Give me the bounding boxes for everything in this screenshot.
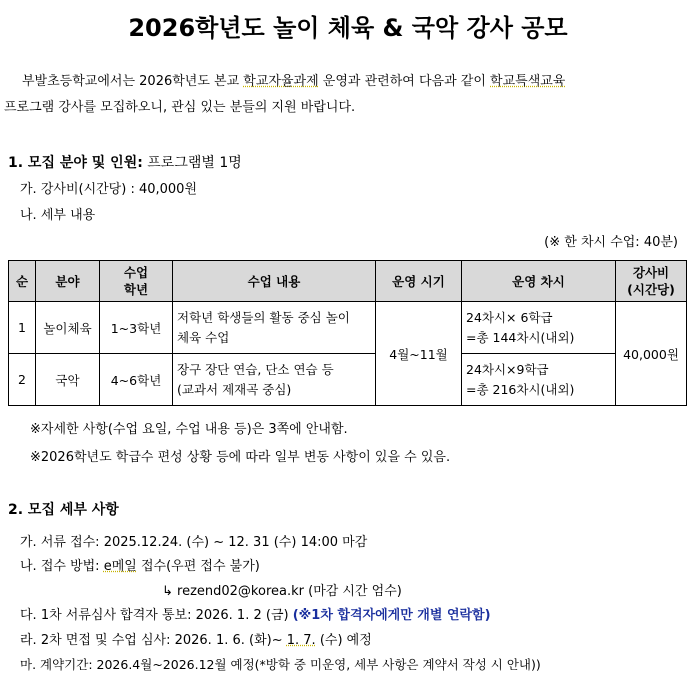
row1-sessions-line1: 24차시× 6학급 [466, 309, 553, 325]
header-no: 순 [9, 261, 36, 302]
row1-field: 놀이체육 [36, 302, 100, 354]
row2-sessions-line2: =총 216차시(내외) [466, 381, 575, 397]
section2-item-b-pre: 나. 접수 방법: [20, 559, 104, 574]
header-fee [616, 261, 687, 302]
row1-sessions-line2: =총 144차시(내외) [466, 329, 575, 345]
row1-grade: 1~3학년 [100, 302, 173, 354]
section2-item-b [20, 557, 260, 577]
session-length-note: (※ 한 차시 수업: 40분) [544, 235, 678, 250]
intro-text-b: 운영과 관련하여 다음과 같이 [318, 74, 491, 89]
header-grade-line1: 수업 [123, 265, 149, 280]
section2-item-c-pre: 다. 1차 서류심사 합격자 통보: 2026. 1. 2 (금) [20, 608, 293, 623]
header-period: 운영 시기 [376, 261, 462, 302]
header-fee-line2: (시간당) [627, 282, 675, 297]
section2-item-d-pre: 라. 2차 면접 및 수업 심사: 2026. 1. 6. (화)~ [20, 633, 287, 648]
row2-sessions-line1: 24차시×9학급 [466, 361, 549, 377]
page-title: 2026학년도 놀이 체육 & 국악 강사 공모 [128, 14, 568, 42]
header-fee-line1: 강사비 [632, 265, 670, 280]
header-grade [100, 261, 173, 302]
section2-item-d-date: 1. 7. [286, 633, 316, 648]
fee-cell: 40,000원 [616, 302, 687, 406]
section2-email: ↳ rezend02@korea.kr (마감 시간 엄수) [162, 584, 402, 599]
section2-item-c-notice: (※1차 합격자에게만 개별 연락함) [292, 608, 491, 623]
intro-text-a: 부발초등학교에서는 2026학년도 본교 [22, 74, 244, 89]
table-row [9, 354, 687, 406]
section2-item-b-post: 접수(우편 접수 불가) [136, 559, 260, 574]
section1-heading [8, 153, 242, 174]
row1-sessions [462, 302, 616, 354]
header-field: 분야 [36, 261, 100, 302]
row1-content [173, 302, 376, 354]
section2-item-c [20, 606, 491, 626]
note-details: ※자세한 사항(수업 요일, 수업 내용 등)은 3쪽에 안내함. [30, 422, 348, 437]
section1-heading-value: 프로그램별 1명 [142, 155, 242, 171]
row2-no: 2 [9, 354, 36, 406]
row2-content [173, 354, 376, 406]
intro-underline-2: 학교특색교육 [490, 74, 566, 89]
row1-content-line1: 저학년 학생들의 활동 중심 놀이 [177, 309, 350, 325]
section2-item-a: 가. 서류 접수: 2025.12.24. (수) ~ 12. 31 (수) 14:00 마감 [20, 535, 368, 550]
program-table [8, 260, 687, 406]
row2-grade: 4~6학년 [100, 354, 173, 406]
section2-item-d [20, 631, 372, 651]
intro-line-2: 프로그램 강사를 모집하오니, 관심 있는 분들의 지원 바랍니다. [4, 100, 356, 115]
intro-underline-1: 학교자율과제 [243, 74, 319, 89]
table-header-row [9, 261, 687, 302]
section2-item-b-email-word: e메일 [103, 559, 137, 574]
section1-item-a: 가. 강사비(시간당) : 40,000원 [20, 182, 198, 197]
section2-heading: 2. 모집 세부 사항 [8, 502, 119, 518]
header-sessions: 운영 차시 [462, 261, 616, 302]
period-cell: 4월~11월 [376, 302, 462, 406]
row2-field: 국악 [36, 354, 100, 406]
section2-item-e: 마. 계약기간: 2026.4월~2026.12월 예정(*방학 중 미운영, 세부 사항은 계약서 작성 시 안내)) [20, 657, 541, 672]
header-content: 수업 내용 [173, 261, 376, 302]
row2-sessions [462, 354, 616, 406]
row2-content-line1: 장구 장단 연습, 단소 연습 등 [177, 361, 334, 377]
row1-content-line2: 체육 수업 [177, 329, 230, 345]
header-grade-line2: 학년 [123, 282, 149, 297]
section2-item-d-post: (수) 예정 [315, 633, 372, 648]
table-row [9, 302, 687, 354]
note-changes: ※2026학년도 학급수 편성 상황 등에 따라 일부 변동 사항이 있을 수 있음. [30, 450, 451, 465]
row1-no: 1 [9, 302, 36, 354]
row2-content-line2: (교과서 제재곡 중심) [177, 381, 292, 397]
section1-item-b: 나. 세부 내용 [20, 208, 96, 223]
intro-line-1 [22, 72, 565, 92]
section1-heading-label: 1. 모집 분야 및 인원: [8, 155, 143, 171]
